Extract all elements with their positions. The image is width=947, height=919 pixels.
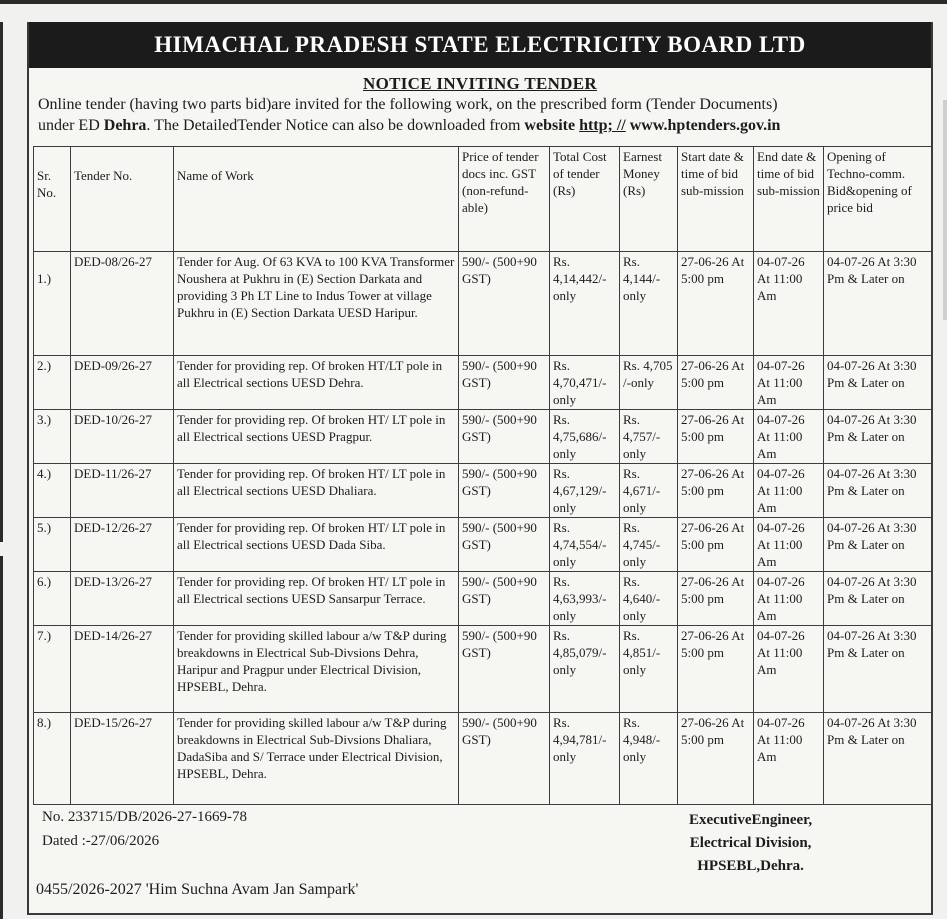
cell-start: 27-06-26 At 5:00 pm (678, 356, 754, 410)
intro-text: under ED (38, 117, 104, 134)
cell-start: 27-06-26 At 5:00 pm (678, 572, 754, 626)
cell-cost: Rs. 4,14,442/- only (550, 252, 620, 356)
cell-cost: Rs. 4,67,129/- only (550, 464, 620, 518)
table-row (34, 252, 932, 356)
cell-work: Tender for Aug. Of 63 KVA to 100 KVA Transformer Noushera at Pukhru in (E) Section Darkata and providing 3 Ph LT Line to Indus Tower at village Pukhru in (E) Section Darkata UESD Haripur. (174, 252, 459, 356)
signatory-line-3: HPSEBL,Dehra. (697, 858, 804, 874)
cell-end: 04-07-26 At 11:00 Am (754, 464, 824, 518)
cell-emd: Rs. 4,851/- only (620, 626, 678, 713)
cell-price: 590/- (500+90 GST) (459, 252, 550, 356)
column-header: Tender No. (71, 147, 174, 252)
cell-work: Tender for providing rep. Of broken HT/ LT pole in all Electrical sections UESD Dada Siba. (174, 518, 459, 572)
reference-block (42, 805, 247, 853)
cell-emd: Rs. 4,757/- only (620, 410, 678, 464)
table-header-row (34, 147, 932, 252)
cell-end: 04-07-26 At 11:00 Am (754, 518, 824, 572)
cell-cost: Rs. 4,94,781/- only (550, 713, 620, 805)
cell-emd: Rs. 4,705 /-only (620, 356, 678, 410)
cell-end: 04-07-26 At 11:00 Am (754, 410, 824, 464)
cell-sr: 4.) (34, 464, 71, 518)
cell-price: 590/- (500+90 GST) (459, 713, 550, 805)
cell-end: 04-07-26 At 11:00 Am (754, 252, 824, 356)
cell-cost: Rs. 4,63,993/- only (550, 572, 620, 626)
column-header: Earnest Money (Rs) (620, 147, 678, 252)
cell-emd: Rs. 4,671/- only (620, 464, 678, 518)
cell-end: 04-07-26 At 11:00 Am (754, 626, 824, 713)
table-row (34, 626, 932, 713)
table-row (34, 356, 932, 410)
cell-tender-no: DED-12/26-27 (71, 518, 174, 572)
tender-table (33, 146, 932, 805)
column-header: Total Cost of tender (Rs) (550, 147, 620, 252)
cell-tender-no: DED-14/26-27 (71, 626, 174, 713)
cell-emd: Rs. 4,948/- only (620, 713, 678, 805)
notice-title: NOTICE INVITING TENDER (363, 74, 597, 93)
cell-price: 590/- (500+90 GST) (459, 356, 550, 410)
cell-sr: 5.) (34, 518, 71, 572)
column-header: Sr. No. (34, 147, 71, 252)
cell-work: Tender for providing skilled labour a/w T&P during breakdowns in Electrical Sub-Divsions Dehra, Haripur and Pragpur under Electrical Division, HPSEBL, Dehra. (174, 626, 459, 713)
intro-text-mid: . The DetailedTender Notice can also be downloaded from (146, 117, 525, 134)
cell-sr: 7.) (34, 626, 71, 713)
cell-tender-no: DED-15/26-27 (71, 713, 174, 805)
website-label: website (524, 117, 576, 134)
cell-start: 27-06-26 At 5:00 pm (678, 626, 754, 713)
cell-price: 590/- (500+90 GST) (459, 626, 550, 713)
board-title: HIMACHAL PRADESH STATE ELECTRICITY BOARD LTD (154, 32, 806, 57)
table-row (34, 464, 932, 518)
cell-tender-no: DED-08/26-27 (71, 252, 174, 356)
cell-opening: 04-07-26 At 3:30 Pm & Later on (824, 518, 932, 572)
cell-sr: 1.) (34, 252, 71, 356)
cell-work: Tender for providing skilled labour a/w T&P during breakdowns in Electrical Sub-Divsions Dhaliara, DadaSiba and S/ Terrace under Electrical Division, HPSEBL, Dehra. (174, 713, 459, 805)
cell-start: 27-06-26 At 5:00 pm (678, 410, 754, 464)
cell-emd: Rs. 4,745/- only (620, 518, 678, 572)
cell-price: 590/- (500+90 GST) (459, 572, 550, 626)
column-header: Opening of Techno-comm. Bid&opening of price bid (824, 147, 932, 252)
page-left-edge (0, 22, 3, 542)
website-protocol: http; // (579, 117, 626, 134)
page-top-rule (0, 0, 947, 4)
cell-work: Tender for providing rep. Of broken HT/ LT pole in all Electrical sections UESD Sansarpur Terrace. (174, 572, 459, 626)
cell-end: 04-07-26 At 11:00 Am (754, 572, 824, 626)
table-row (34, 410, 932, 464)
cell-start: 27-06-26 At 5:00 pm (678, 518, 754, 572)
intro-line-2 (38, 115, 923, 136)
board-title-band (29, 22, 931, 68)
cell-emd: Rs. 4,144/- only (620, 252, 678, 356)
dated-line: Dated :-27/06/2026 (42, 833, 160, 849)
table-row (34, 518, 932, 572)
cell-tender-no: DED-09/26-27 (71, 356, 174, 410)
column-header: Price of tender docs inc. GST (non-refund-able) (459, 147, 550, 252)
cell-work: Tender for providing rep. Of broken HT/LT pole in all Electrical sections UESD Dehra. (174, 356, 459, 410)
cell-work: Tender for providing rep. Of broken HT/ LT pole in all Electrical sections UESD Dhaliara. (174, 464, 459, 518)
cell-opening: 04-07-26 At 3:30 Pm & Later on (824, 356, 932, 410)
cell-opening: 04-07-26 At 3:30 Pm & Later on (824, 252, 932, 356)
signatory-line-1: ExecutiveEngineer, (689, 812, 813, 828)
website-url: www.hptenders.gov.in (629, 117, 781, 134)
division-name: Dehra (103, 117, 147, 134)
cell-opening: 04-07-26 At 3:30 Pm & Later on (824, 410, 932, 464)
cell-cost: Rs. 4,85,079/- only (550, 626, 620, 713)
column-header: Start date & time of bid sub-mission (678, 147, 754, 252)
website-link[interactable] (579, 117, 780, 134)
cell-cost: Rs. 4,75,686/- only (550, 410, 620, 464)
cell-opening: 04-07-26 At 3:30 Pm & Later on (824, 464, 932, 518)
cell-opening: 04-07-26 At 3:30 Pm & Later on (824, 713, 932, 805)
signatory-line-2: Electrical Division, (689, 835, 812, 851)
cell-tender-no: DED-13/26-27 (71, 572, 174, 626)
cell-end: 04-07-26 At 11:00 Am (754, 713, 824, 805)
cell-end: 04-07-26 At 11:00 Am (754, 356, 824, 410)
intro-paragraph (29, 94, 931, 136)
tender-notice (27, 22, 933, 915)
reference-number: No. 233715/DB/2026-27-1669-78 (42, 809, 247, 825)
cell-tender-no: DED-11/26-27 (71, 464, 174, 518)
cell-tender-no: DED-10/26-27 (71, 410, 174, 464)
cell-start: 27-06-26 At 5:00 pm (678, 252, 754, 356)
cell-sr: 8.) (34, 713, 71, 805)
page-left-edge-lower (0, 556, 3, 919)
cell-start: 27-06-26 At 5:00 pm (678, 464, 754, 518)
cell-cost: Rs. 4,70,471/- only (550, 356, 620, 410)
signatory-block (689, 809, 812, 878)
cell-emd: Rs. 4,640/- only (620, 572, 678, 626)
cell-cost: Rs. 4,74,554/- only (550, 518, 620, 572)
column-header: Name of Work (174, 147, 459, 252)
cell-opening: 04-07-26 At 3:30 Pm & Later on (824, 626, 932, 713)
cell-opening: 04-07-26 At 3:30 Pm & Later on (824, 572, 932, 626)
cell-work: Tender for providing rep. Of broken HT/ LT pole in all Electrical sections UESD Pragpur. (174, 410, 459, 464)
cell-sr: 2.) (34, 356, 71, 410)
cell-price: 590/- (500+90 GST) (459, 464, 550, 518)
cell-start: 27-06-26 At 5:00 pm (678, 713, 754, 805)
page-right-edge (943, 100, 947, 320)
cell-sr: 6.) (34, 572, 71, 626)
column-header: End date & time of bid sub-mission (754, 147, 824, 252)
table-row (34, 572, 932, 626)
table-row (34, 713, 932, 805)
publicity-code: 0455/2026-2027 'Him Suchna Avam Jan Sampark' (36, 881, 359, 898)
cell-sr: 3.) (34, 410, 71, 464)
intro-line-1: Online tender (having two parts bid)are invited for the following work, on the prescribed form (Tender Documents) (38, 96, 778, 113)
cell-price: 590/- (500+90 GST) (459, 410, 550, 464)
cell-price: 590/- (500+90 GST) (459, 518, 550, 572)
